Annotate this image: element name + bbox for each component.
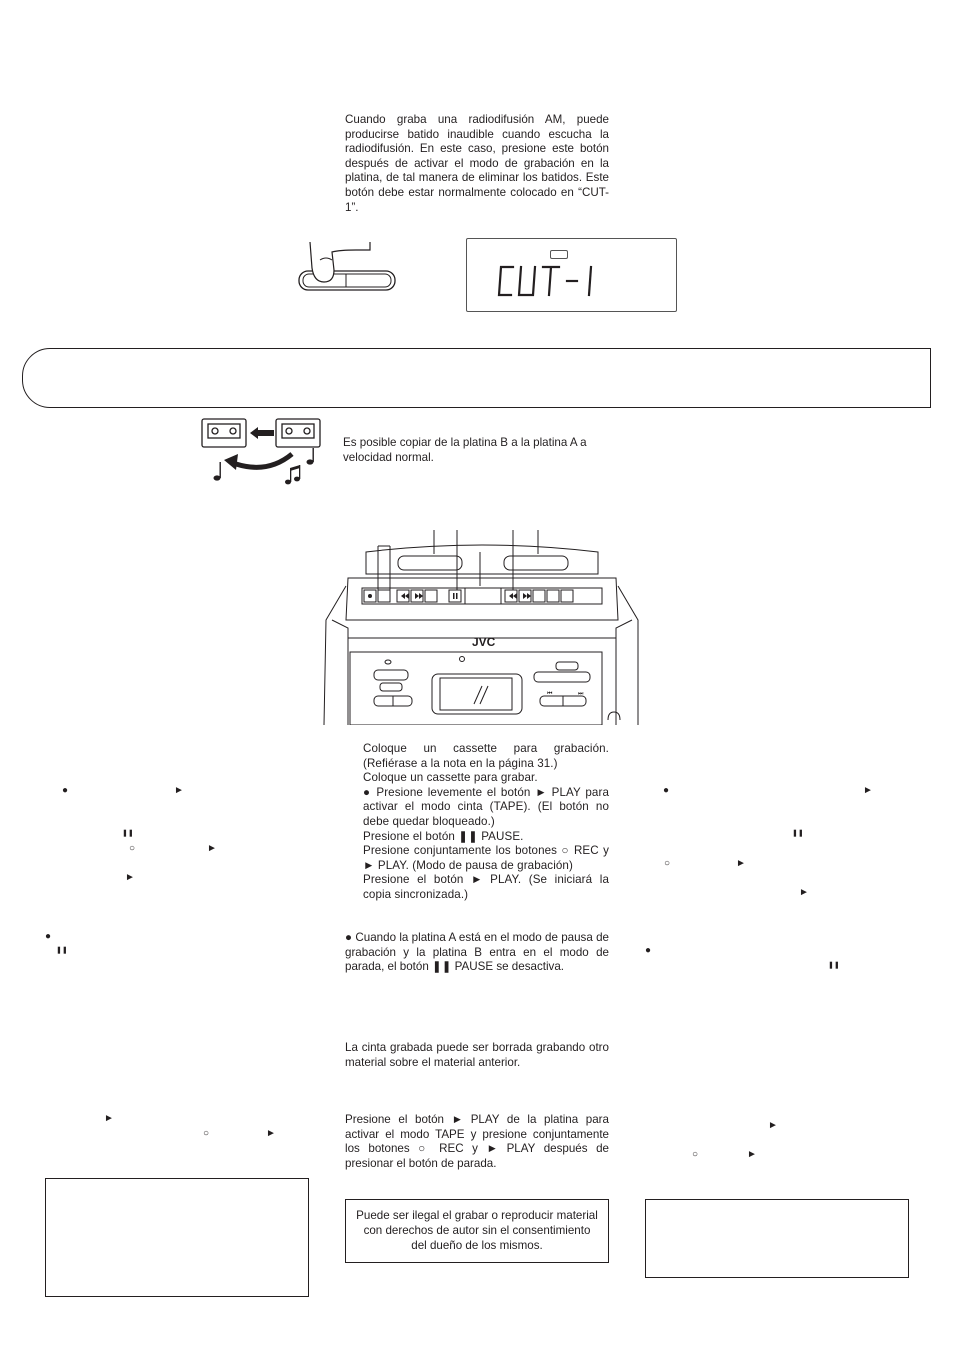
erase-instruction: Presione el botón ► PLAY de la platina para activar el modo TAPE y presione conjuntamente los botones ○ REC y ► PLAY después de presionar el botón de parada.: [345, 1113, 609, 1170]
pause-icon: ❚❚: [828, 962, 840, 969]
play-icon: ►: [736, 858, 746, 869]
lcd-segments: [497, 265, 607, 297]
rec-icon: ○: [129, 843, 136, 854]
step-line: Presione el botón ► PLAY. (Se iniciará la copia sincronizada.): [363, 873, 609, 901]
finger-press-button-icon: [296, 238, 400, 294]
play-icon: ►: [747, 1149, 757, 1160]
rec-icon: ○: [692, 1149, 699, 1160]
display-panel: [466, 238, 677, 312]
pause-icon: ❚❚: [56, 947, 68, 954]
bullet-icon: ●: [62, 785, 69, 796]
svg-text:⏭: ⏭: [578, 691, 584, 697]
rec-icon: ○: [664, 858, 671, 869]
play-icon: ►: [863, 785, 873, 796]
dubbing-note: ● Cuando la platina A está en el modo de pausa de grabación y la platina B entra en el modo de parada, el botón ❚❚ PAUSE se desactiva.: [345, 931, 609, 974]
dubbing-cassettes-icon: [196, 414, 330, 488]
bullet-icon: ●: [645, 945, 652, 956]
step-line: Presione conjuntamente los botones ○ REC y ► PLAY. (Modo de pausa de grabación): [363, 844, 609, 872]
play-icon: ►: [207, 843, 217, 854]
play-icon: ►: [174, 785, 184, 796]
step-line: ● Presione levemente el botón ► PLAY para activar el modo cinta (TAPE). (El botón no debe quedar bloqueado.): [363, 785, 609, 828]
rec-icon: ○: [203, 1128, 210, 1139]
stereo-unit-illustration: [322, 528, 640, 725]
left-notice-box: [45, 1178, 309, 1297]
step-line: Coloque un cassette para grabación. (Refiérase a la nota en la página 31.): [363, 742, 609, 770]
copyright-notice: Puede ser ilegal el grabar o reproducir material con derechos de autor sin el consentimiento del dueño de los mismos.: [356, 1209, 598, 1252]
erase-paragraph: La cinta grabada puede ser borrada grabando otro material sobre el material anterior.: [345, 1041, 609, 1069]
play-icon: ►: [768, 1120, 778, 1131]
pause-icon: ❚❚: [792, 830, 804, 837]
play-icon: ►: [104, 1113, 114, 1124]
play-icon: ►: [266, 1128, 276, 1139]
step-line: Presione el botón ❚❚ PAUSE.: [363, 829, 524, 843]
beat-cut-paragraph: Cuando graba una radiodifusión AM, puede producirse batido inaudible cuando escucha la radiodifusión. En este caso, presione este botón después de activar el modo de grabación en la platina, de tal manera de eliminar los batidos. Este botón debe estar normalmente colocado en “CUT-1”.: [345, 113, 609, 214]
display-indicator: [550, 250, 568, 259]
section-banner: [22, 348, 931, 408]
step-line: Coloque un cassette para grabar.: [363, 771, 538, 785]
jvc-logo: JVC: [472, 635, 496, 649]
bullet-icon: ●: [45, 931, 52, 942]
dubbing-steps: [363, 742, 609, 903]
right-notice-box: [645, 1199, 909, 1278]
pause-icon: ❚❚: [122, 830, 134, 837]
bullet-icon: ●: [663, 785, 670, 796]
copyright-notice-box: [345, 1199, 609, 1263]
svg-text:⏮: ⏮: [547, 691, 553, 697]
dubbing-intro: Es posible copiar de la platina B a la platina A a velocidad normal.: [343, 436, 587, 464]
play-icon: ►: [799, 887, 809, 898]
play-icon: ►: [125, 872, 135, 883]
